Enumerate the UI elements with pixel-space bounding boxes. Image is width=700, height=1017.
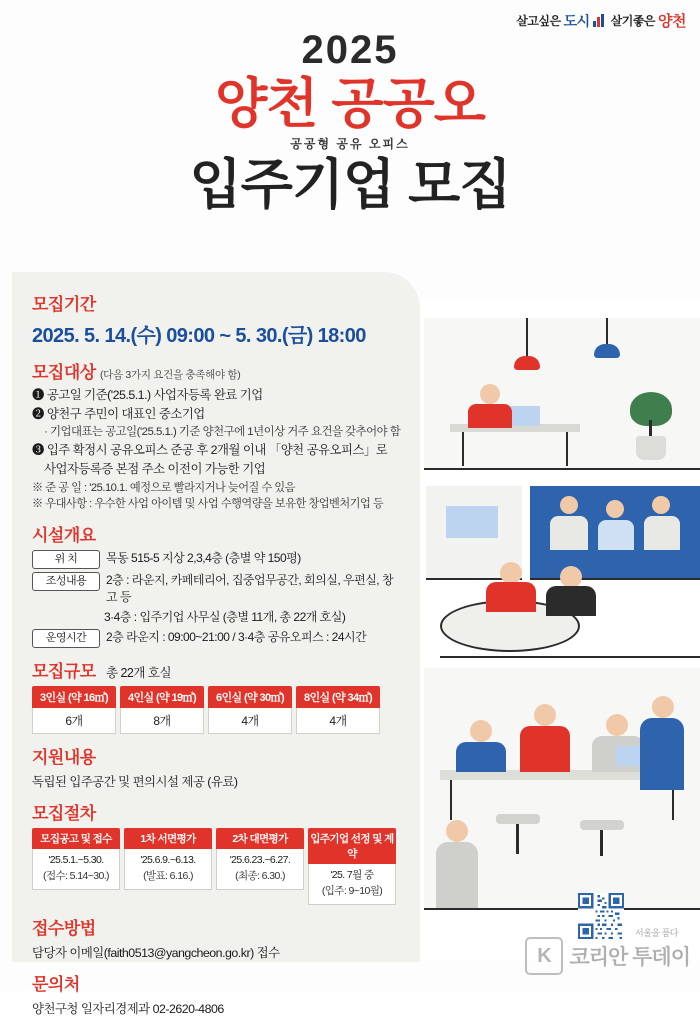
facility-row [32, 550, 402, 569]
section-contact [32, 970, 402, 1017]
target-note: (다음 3가지 요건을 충족해야 함) [99, 369, 241, 381]
target-item-3-cont: 사업자등록증 본점 주소 이전이 가능한 기업 [44, 461, 266, 476]
process-step-head: 2차 대면평가 [216, 828, 304, 849]
apply-text: 담당자 이메일(faith0513@yangcheon.go.kr) 접수 [32, 945, 280, 960]
facility-row [32, 609, 402, 626]
section-facility [32, 521, 402, 648]
process-step-line1: '25.6.9.~6.13. [140, 854, 196, 867]
watermark-top-line: 서울을 품다 [635, 928, 678, 938]
facility-tag-spacer [32, 609, 98, 611]
scale-col-value: 8개 [120, 708, 204, 734]
process-step-line1: '25.6.23.~6.27. [229, 854, 291, 867]
facility-tag: 운영시간 [32, 629, 100, 648]
period-value: 2025. 5. 14.(수) 09:00 ~ 5. 30.(금) 18:00 [32, 325, 366, 347]
target-heading [32, 358, 402, 383]
scale-col-head: 3인실 (약 16㎡) [32, 686, 116, 708]
facility-tag: 위 치 [32, 550, 100, 569]
process-step [216, 828, 304, 905]
process-step [32, 828, 120, 905]
facility-text: 목동 515-5 지상 2,3,4층 (층별 약 150평) [106, 551, 301, 566]
headline-title-red: 양천 공공오 [215, 74, 485, 134]
target-heading-text: 모집대상 [32, 363, 96, 382]
headline-title-black: 입주기업 모집 [189, 154, 511, 215]
target-item-3: ❸ 입주 확정시 공유오피스 준공 후 2개월 이내 「양천 공유오피스」로 [32, 442, 388, 457]
brand-slogan [516, 10, 686, 31]
target-item-1: ❶ 공고일 기준('25.5.1.) 사업자등록 완료 기업 [32, 388, 263, 402]
contact-text: 양천구청 일자리경제과 02-2620-4806 [32, 1001, 224, 1016]
brand-city: 도시 [563, 12, 590, 29]
scale-col-head: 4인실 (약 19㎡) [120, 686, 204, 708]
process-step-head: 입주기업 선정 및 계약 [308, 828, 396, 864]
process-heading: 모집절차 [32, 804, 96, 824]
period-heading: 모집기간 [32, 295, 96, 314]
facility-text: 2층 라운지 : 09:00~21:00 / 3·4층 공유오피스 : 24시간 [106, 630, 367, 645]
scale-column [120, 686, 204, 734]
facility-text: 3·4층 : 입주기업 사무실 (층별 11개, 총 22개 호실) [104, 610, 346, 625]
headline [0, 30, 700, 215]
scale-heading-text: 모집규모 [32, 662, 96, 682]
scale-col-head: 6인실 (약 30㎡) [208, 686, 292, 708]
facility-tag: 조성내용 [32, 572, 100, 591]
watermark-text: 코리안 투데이 [569, 946, 690, 969]
target-item-2-sub: · 기업대표는 공고일('25.5.1.) 기준 양천구에 1년이상 거주 요건을 갖추어야 함 [44, 425, 401, 438]
headline-year: 2025 [301, 28, 399, 72]
contact-heading: 문의처 [32, 974, 80, 994]
process-step-line2: (입주: 9~10월) [321, 884, 383, 897]
process-step-line2: (최종: 6.30.) [235, 869, 285, 882]
process-step-line1: '25.5.1.~5.30. [48, 854, 104, 867]
scale-col-head: 8인실 (약 34㎡) [296, 686, 380, 708]
scale-col-value: 4개 [208, 708, 292, 734]
info-panel [12, 272, 420, 1016]
brand-district: 양천 [658, 13, 686, 30]
process-step-body [308, 864, 396, 905]
support-heading: 지원내용 [32, 748, 96, 768]
brand-left-text: 살고싶은 [516, 14, 561, 28]
scale-total: 총 22개 호실 [105, 666, 172, 681]
process-step-line2: (접수: 5.14~30.) [43, 869, 109, 882]
process-step-line1: '25. 7월 중 [330, 869, 374, 882]
target-star-1: ※ 준 공 일 : '25.10.1. 예정으로 빨라지거나 늦어질 수 있음 [32, 481, 295, 494]
watermark-logo-icon: K [525, 937, 563, 975]
facility-row [32, 572, 402, 606]
target-star-2: ※ 우대사항 : 우수한 사업 아이템 및 사업 수행역량을 보유한 창업벤처기업 등 [32, 498, 384, 511]
qr-code-svg [578, 893, 624, 939]
facility-text: 2층 : 라운지, 카페테리어, 집중업무공간, 회의실, 우편실, 창고 등 [106, 573, 394, 605]
scale-col-value: 4개 [296, 708, 380, 734]
process-step-body [32, 849, 120, 890]
process-step-head: 1차 서면평가 [124, 828, 212, 849]
qr-code-icon[interactable] [578, 893, 624, 939]
process-table [32, 828, 402, 905]
section-period [32, 290, 402, 348]
section-target [32, 358, 402, 512]
scale-table [32, 686, 402, 734]
scale-col-value: 6개 [32, 708, 116, 734]
section-apply [32, 914, 402, 961]
brand-right-text: 살기좋은 [610, 14, 656, 28]
scale-column [208, 686, 292, 734]
scale-heading [32, 657, 402, 682]
facility-heading: 시설개요 [32, 526, 96, 546]
process-step-line2: (발표: 6.16.) [143, 869, 193, 882]
facility-row [32, 629, 402, 648]
scale-column [32, 686, 116, 734]
section-scale [32, 657, 402, 734]
office-illustration [410, 300, 700, 960]
watermark [525, 937, 690, 975]
process-step-body [124, 849, 212, 890]
process-step [308, 828, 396, 905]
scale-column [296, 686, 380, 734]
section-support [32, 743, 402, 790]
process-step [124, 828, 212, 905]
target-item-2: ❷ 양천구 주민이 대표인 중소기업 [32, 406, 205, 421]
headline-subtitle: 공공형 공유 오피스 [290, 136, 410, 151]
bar-chart-icon [593, 14, 608, 27]
process-step-head: 모집공고 및 접수 [32, 828, 120, 849]
support-text: 독립된 입주공간 및 편의시설 제공 (유료) [32, 775, 238, 790]
process-step-body [216, 849, 304, 890]
section-process [32, 799, 402, 905]
apply-heading: 접수방법 [32, 918, 96, 938]
